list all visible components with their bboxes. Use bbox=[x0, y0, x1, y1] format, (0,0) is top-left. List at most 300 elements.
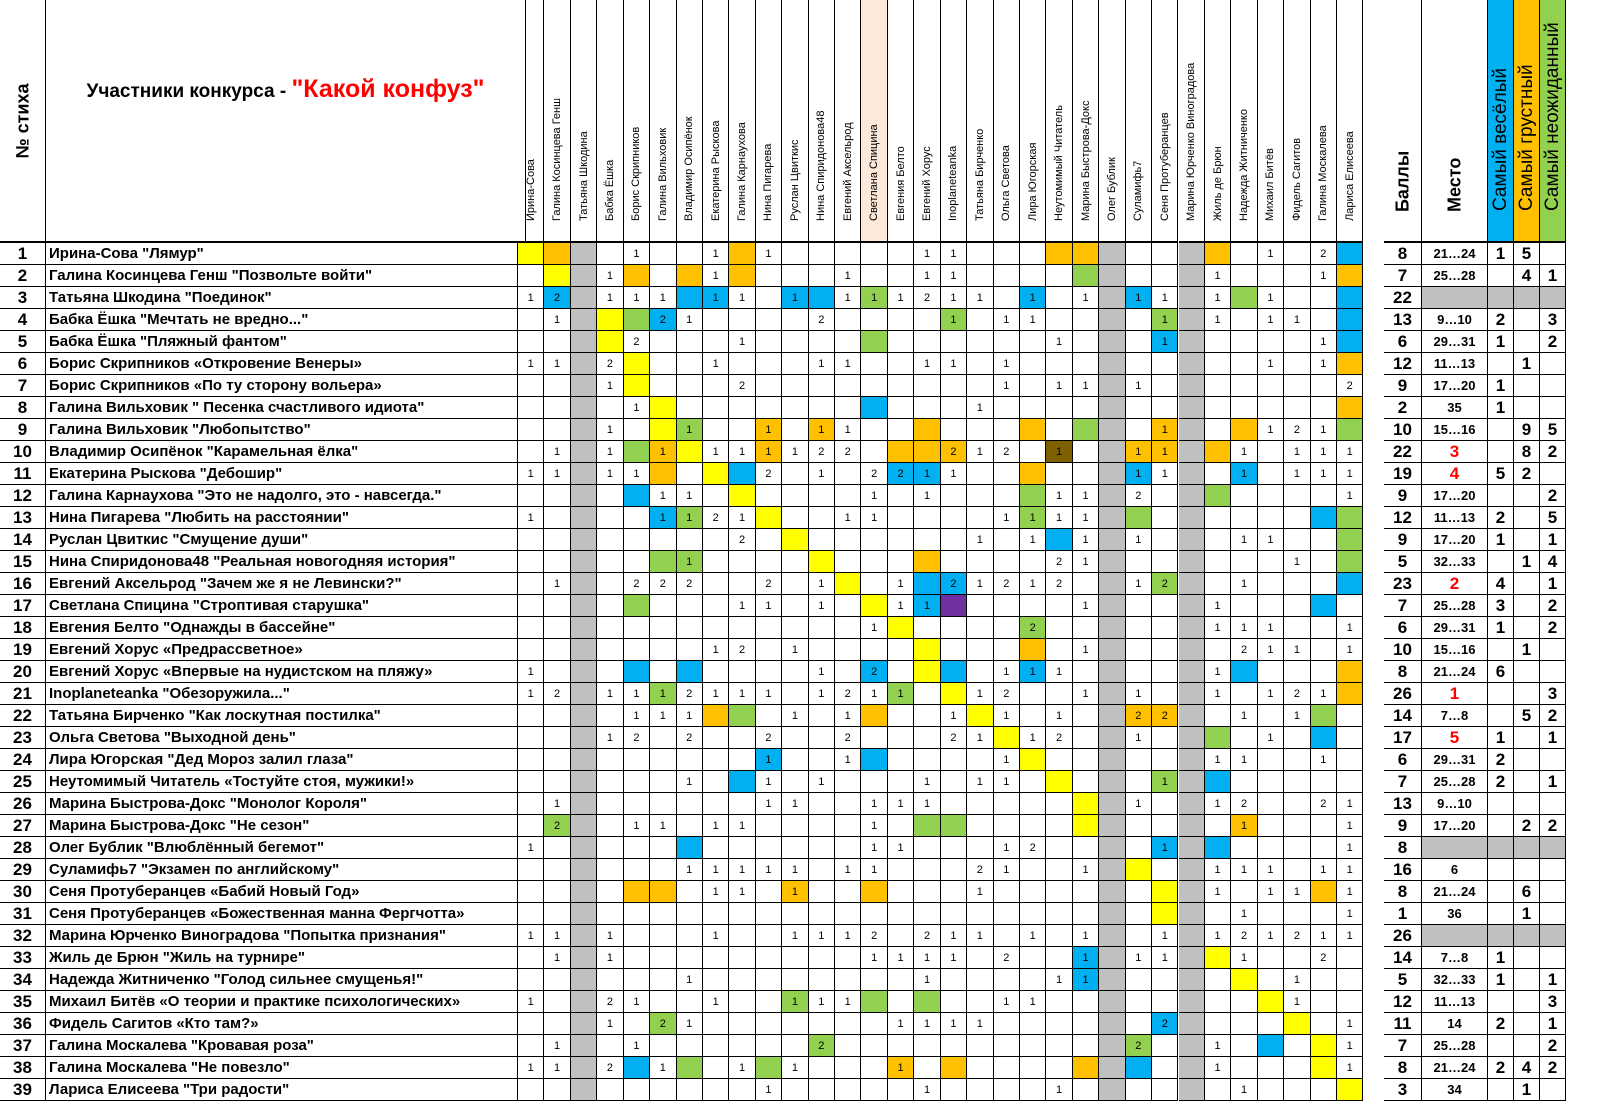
vote-cell[interactable] bbox=[1179, 353, 1205, 375]
vote-cell[interactable] bbox=[518, 947, 544, 969]
award-cell[interactable] bbox=[1514, 1013, 1540, 1035]
vote-cell[interactable] bbox=[1231, 837, 1257, 859]
vote-cell[interactable] bbox=[1179, 375, 1205, 397]
vote-cell[interactable] bbox=[967, 617, 993, 639]
award-cell[interactable] bbox=[1540, 397, 1566, 419]
vote-cell[interactable]: 1 bbox=[650, 815, 676, 837]
vote-cell[interactable]: 1 bbox=[1311, 419, 1337, 441]
vote-cell[interactable] bbox=[1311, 771, 1337, 793]
place-cell[interactable]: 1 bbox=[1422, 683, 1488, 705]
vote-cell[interactable] bbox=[1152, 243, 1178, 265]
vote-cell[interactable] bbox=[994, 1079, 1020, 1101]
vote-cell[interactable]: 1 bbox=[729, 683, 755, 705]
vote-cell[interactable]: 1 bbox=[703, 881, 729, 903]
vote-cell[interactable] bbox=[624, 595, 650, 617]
award-cell[interactable] bbox=[1514, 925, 1540, 947]
vote-cell[interactable] bbox=[967, 551, 993, 573]
vote-cell[interactable] bbox=[571, 661, 597, 683]
vote-cell[interactable] bbox=[809, 705, 835, 727]
row-number-cell[interactable]: 37 bbox=[0, 1035, 46, 1057]
vote-cell[interactable] bbox=[941, 859, 967, 881]
vote-cell[interactable]: 1 bbox=[1231, 463, 1257, 485]
vote-cell[interactable] bbox=[1046, 1013, 1072, 1035]
vote-cell[interactable]: 1 bbox=[1231, 815, 1257, 837]
award-cell[interactable] bbox=[1488, 903, 1514, 925]
vote-cell[interactable] bbox=[544, 639, 570, 661]
vote-cell[interactable] bbox=[1099, 573, 1125, 595]
vote-cell[interactable] bbox=[518, 595, 544, 617]
vote-cell[interactable] bbox=[1046, 243, 1072, 265]
vote-cell[interactable]: 1 bbox=[703, 265, 729, 287]
vote-cell[interactable] bbox=[888, 331, 914, 353]
vote-cell[interactable] bbox=[1020, 1079, 1046, 1101]
vote-cell[interactable]: 1 bbox=[1073, 947, 1099, 969]
vote-cell[interactable] bbox=[571, 1035, 597, 1057]
vote-cell[interactable] bbox=[1258, 485, 1284, 507]
vote-cell[interactable] bbox=[967, 309, 993, 331]
vote-cell[interactable]: 1 bbox=[967, 727, 993, 749]
vote-cell[interactable] bbox=[1179, 485, 1205, 507]
vote-cell[interactable] bbox=[729, 837, 755, 859]
vote-cell[interactable] bbox=[1046, 639, 1072, 661]
vote-cell[interactable] bbox=[518, 705, 544, 727]
vote-cell[interactable]: 1 bbox=[861, 859, 887, 881]
vote-cell[interactable] bbox=[1284, 529, 1310, 551]
vote-cell[interactable]: 1 bbox=[544, 925, 570, 947]
poem-title-cell[interactable]: Ирина-Сова "Лямур" bbox=[46, 243, 518, 265]
vote-cell[interactable] bbox=[967, 1057, 993, 1079]
vote-cell[interactable]: 1 bbox=[967, 397, 993, 419]
vote-cell[interactable] bbox=[624, 353, 650, 375]
vote-cell[interactable] bbox=[1205, 397, 1231, 419]
vote-cell[interactable] bbox=[861, 353, 887, 375]
vote-cell[interactable] bbox=[1152, 969, 1178, 991]
vote-cell[interactable] bbox=[729, 1079, 755, 1101]
vote-cell[interactable]: 1 bbox=[914, 793, 940, 815]
vote-cell[interactable]: 1 bbox=[914, 1079, 940, 1101]
vote-cell[interactable] bbox=[1337, 529, 1363, 551]
vote-cell[interactable] bbox=[994, 639, 1020, 661]
vote-cell[interactable]: 2 bbox=[650, 309, 676, 331]
place-cell[interactable] bbox=[1422, 287, 1488, 309]
vote-cell[interactable] bbox=[703, 1035, 729, 1057]
vote-cell[interactable] bbox=[888, 639, 914, 661]
vote-cell[interactable] bbox=[518, 1035, 544, 1057]
vote-cell[interactable] bbox=[650, 749, 676, 771]
vote-cell[interactable] bbox=[1126, 815, 1152, 837]
vote-cell[interactable] bbox=[597, 529, 623, 551]
vote-cell[interactable] bbox=[650, 397, 676, 419]
vote-cell[interactable]: 1 bbox=[1073, 925, 1099, 947]
vote-cell[interactable]: 2 bbox=[994, 683, 1020, 705]
vote-cell[interactable] bbox=[677, 881, 703, 903]
vote-cell[interactable] bbox=[1284, 771, 1310, 793]
vote-cell[interactable] bbox=[1099, 287, 1125, 309]
vote-cell[interactable] bbox=[544, 485, 570, 507]
vote-cell[interactable]: 1 bbox=[888, 573, 914, 595]
vote-cell[interactable]: 1 bbox=[1020, 507, 1046, 529]
vote-cell[interactable] bbox=[624, 1013, 650, 1035]
vote-cell[interactable] bbox=[1126, 837, 1152, 859]
vote-cell[interactable]: 2 bbox=[1046, 727, 1072, 749]
award-cell[interactable] bbox=[1488, 881, 1514, 903]
vote-cell[interactable] bbox=[544, 661, 570, 683]
vote-cell[interactable] bbox=[861, 397, 887, 419]
vote-cell[interactable] bbox=[914, 639, 940, 661]
vote-cell[interactable] bbox=[994, 419, 1020, 441]
vote-cell[interactable]: 1 bbox=[1152, 925, 1178, 947]
vote-cell[interactable] bbox=[571, 749, 597, 771]
vote-cell[interactable]: 1 bbox=[861, 683, 887, 705]
vote-cell[interactable] bbox=[1046, 309, 1072, 331]
vote-cell[interactable] bbox=[518, 749, 544, 771]
vote-cell[interactable] bbox=[1311, 903, 1337, 925]
vote-cell[interactable]: 1 bbox=[1337, 903, 1363, 925]
vote-cell[interactable] bbox=[650, 947, 676, 969]
vote-cell[interactable] bbox=[729, 463, 755, 485]
vote-cell[interactable] bbox=[782, 903, 808, 925]
vote-cell[interactable]: 1 bbox=[888, 1057, 914, 1079]
vote-cell[interactable]: 2 bbox=[624, 573, 650, 595]
vote-cell[interactable] bbox=[941, 375, 967, 397]
vote-cell[interactable]: 1 bbox=[1231, 947, 1257, 969]
vote-cell[interactable] bbox=[1205, 705, 1231, 727]
vote-cell[interactable] bbox=[1073, 617, 1099, 639]
vote-cell[interactable] bbox=[1231, 661, 1257, 683]
vote-cell[interactable] bbox=[1073, 815, 1099, 837]
vote-cell[interactable]: 2 bbox=[597, 1057, 623, 1079]
vote-cell[interactable]: 2 bbox=[544, 683, 570, 705]
vote-cell[interactable]: 1 bbox=[703, 243, 729, 265]
vote-cell[interactable] bbox=[650, 1079, 676, 1101]
vote-cell[interactable] bbox=[1126, 265, 1152, 287]
vote-cell[interactable] bbox=[941, 1079, 967, 1101]
vote-cell[interactable] bbox=[544, 265, 570, 287]
vote-cell[interactable] bbox=[624, 1079, 650, 1101]
vote-cell[interactable] bbox=[597, 485, 623, 507]
vote-cell[interactable] bbox=[677, 1057, 703, 1079]
vote-cell[interactable] bbox=[809, 397, 835, 419]
vote-cell[interactable] bbox=[782, 397, 808, 419]
vote-cell[interactable]: 1 bbox=[1231, 441, 1257, 463]
vote-cell[interactable] bbox=[861, 309, 887, 331]
vote-cell[interactable]: 1 bbox=[518, 683, 544, 705]
vote-cell[interactable]: 1 bbox=[597, 441, 623, 463]
vote-cell[interactable] bbox=[1258, 1079, 1284, 1101]
poem-title-cell[interactable]: Галина Москалева "Кровавая роза" bbox=[46, 1035, 518, 1057]
vote-cell[interactable]: 1 bbox=[1231, 617, 1257, 639]
vote-cell[interactable] bbox=[809, 749, 835, 771]
vote-cell[interactable] bbox=[1284, 287, 1310, 309]
vote-cell[interactable]: 1 bbox=[782, 287, 808, 309]
vote-cell[interactable] bbox=[782, 727, 808, 749]
vote-cell[interactable]: 1 bbox=[1205, 793, 1231, 815]
vote-cell[interactable] bbox=[518, 639, 544, 661]
vote-cell[interactable] bbox=[941, 419, 967, 441]
vote-cell[interactable]: 1 bbox=[1073, 639, 1099, 661]
vote-cell[interactable] bbox=[1152, 661, 1178, 683]
vote-cell[interactable]: 2 bbox=[597, 991, 623, 1013]
vote-cell[interactable] bbox=[1099, 309, 1125, 331]
vote-cell[interactable]: 1 bbox=[1205, 1057, 1231, 1079]
vote-cell[interactable] bbox=[1073, 397, 1099, 419]
vote-cell[interactable] bbox=[1020, 463, 1046, 485]
award-cell[interactable]: 2 bbox=[1540, 705, 1566, 727]
vote-cell[interactable]: 2 bbox=[1126, 705, 1152, 727]
vote-cell[interactable]: 1 bbox=[809, 573, 835, 595]
vote-cell[interactable] bbox=[729, 661, 755, 683]
vote-cell[interactable] bbox=[861, 595, 887, 617]
vote-cell[interactable] bbox=[809, 265, 835, 287]
vote-cell[interactable] bbox=[1311, 573, 1337, 595]
vote-cell[interactable] bbox=[703, 1079, 729, 1101]
vote-cell[interactable] bbox=[1099, 925, 1125, 947]
vote-cell[interactable]: 1 bbox=[624, 397, 650, 419]
vote-cell[interactable] bbox=[1152, 881, 1178, 903]
vote-cell[interactable] bbox=[1231, 243, 1257, 265]
vote-cell[interactable]: 1 bbox=[1126, 463, 1152, 485]
vote-cell[interactable] bbox=[544, 727, 570, 749]
vote-cell[interactable] bbox=[1284, 507, 1310, 529]
vote-cell[interactable] bbox=[518, 1079, 544, 1101]
vote-cell[interactable]: 1 bbox=[809, 419, 835, 441]
vote-cell[interactable]: 1 bbox=[1284, 441, 1310, 463]
vote-cell[interactable]: 1 bbox=[624, 463, 650, 485]
vote-cell[interactable] bbox=[941, 639, 967, 661]
vote-cell[interactable] bbox=[1311, 485, 1337, 507]
vote-cell[interactable] bbox=[624, 903, 650, 925]
vote-cell[interactable] bbox=[1126, 331, 1152, 353]
vote-cell[interactable]: 1 bbox=[597, 375, 623, 397]
vote-cell[interactable] bbox=[1205, 441, 1231, 463]
vote-cell[interactable] bbox=[1284, 331, 1310, 353]
place-cell[interactable]: 21…24 bbox=[1422, 661, 1488, 683]
score-cell[interactable]: 3 bbox=[1384, 1079, 1422, 1101]
vote-cell[interactable] bbox=[518, 375, 544, 397]
vote-cell[interactable]: 2 bbox=[1126, 485, 1152, 507]
vote-cell[interactable]: 2 bbox=[835, 441, 861, 463]
vote-cell[interactable] bbox=[703, 529, 729, 551]
row-number-cell[interactable]: 7 bbox=[0, 375, 46, 397]
vote-cell[interactable] bbox=[1179, 265, 1205, 287]
poem-title-cell[interactable]: Светлана Спицина "Строптивая старушка" bbox=[46, 595, 518, 617]
vote-cell[interactable] bbox=[756, 705, 782, 727]
vote-cell[interactable] bbox=[571, 969, 597, 991]
vote-cell[interactable] bbox=[1020, 375, 1046, 397]
vote-cell[interactable]: 1 bbox=[782, 991, 808, 1013]
award-cell[interactable]: 1 bbox=[1514, 353, 1540, 375]
vote-cell[interactable] bbox=[1020, 1035, 1046, 1057]
vote-cell[interactable] bbox=[941, 507, 967, 529]
poem-title-cell[interactable]: Надежда Житниченко "Голод сильнее смущенья!" bbox=[46, 969, 518, 991]
vote-cell[interactable] bbox=[809, 903, 835, 925]
vote-cell[interactable] bbox=[861, 771, 887, 793]
vote-cell[interactable] bbox=[1311, 617, 1337, 639]
vote-cell[interactable] bbox=[1020, 683, 1046, 705]
vote-cell[interactable] bbox=[1337, 397, 1363, 419]
vote-cell[interactable] bbox=[994, 1035, 1020, 1057]
vote-cell[interactable] bbox=[1046, 1035, 1072, 1057]
vote-cell[interactable] bbox=[1284, 903, 1310, 925]
award-cell[interactable] bbox=[1488, 837, 1514, 859]
vote-cell[interactable]: 1 bbox=[1073, 683, 1099, 705]
vote-cell[interactable]: 1 bbox=[941, 925, 967, 947]
vote-cell[interactable] bbox=[835, 595, 861, 617]
vote-cell[interactable] bbox=[677, 595, 703, 617]
vote-cell[interactable]: 1 bbox=[1311, 683, 1337, 705]
vote-cell[interactable]: 1 bbox=[888, 793, 914, 815]
vote-cell[interactable] bbox=[729, 265, 755, 287]
vote-cell[interactable] bbox=[624, 771, 650, 793]
vote-cell[interactable] bbox=[782, 353, 808, 375]
score-cell[interactable]: 19 bbox=[1384, 463, 1422, 485]
row-number-cell[interactable]: 5 bbox=[0, 331, 46, 353]
vote-cell[interactable] bbox=[1073, 837, 1099, 859]
vote-cell[interactable]: 1 bbox=[1152, 419, 1178, 441]
vote-cell[interactable] bbox=[1205, 463, 1231, 485]
vote-cell[interactable]: 1 bbox=[1258, 353, 1284, 375]
vote-cell[interactable] bbox=[1126, 1013, 1152, 1035]
vote-cell[interactable] bbox=[782, 617, 808, 639]
place-cell[interactable] bbox=[1422, 837, 1488, 859]
vote-cell[interactable]: 1 bbox=[1284, 463, 1310, 485]
vote-cell[interactable] bbox=[1126, 551, 1152, 573]
place-cell[interactable]: 7…8 bbox=[1422, 947, 1488, 969]
vote-cell[interactable] bbox=[624, 793, 650, 815]
vote-cell[interactable] bbox=[677, 463, 703, 485]
vote-cell[interactable] bbox=[888, 353, 914, 375]
vote-cell[interactable]: 1 bbox=[835, 705, 861, 727]
vote-cell[interactable] bbox=[1231, 969, 1257, 991]
vote-cell[interactable] bbox=[1205, 639, 1231, 661]
vote-cell[interactable] bbox=[1179, 463, 1205, 485]
vote-cell[interactable]: 1 bbox=[677, 705, 703, 727]
vote-cell[interactable] bbox=[571, 265, 597, 287]
vote-cell[interactable] bbox=[518, 243, 544, 265]
score-cell[interactable]: 23 bbox=[1384, 573, 1422, 595]
vote-cell[interactable] bbox=[835, 617, 861, 639]
award-cell[interactable] bbox=[1488, 265, 1514, 287]
award-cell[interactable] bbox=[1514, 617, 1540, 639]
vote-cell[interactable] bbox=[1284, 727, 1310, 749]
vote-cell[interactable] bbox=[967, 661, 993, 683]
vote-cell[interactable] bbox=[756, 309, 782, 331]
vote-cell[interactable] bbox=[967, 1079, 993, 1101]
vote-cell[interactable] bbox=[1179, 1079, 1205, 1101]
vote-cell[interactable] bbox=[1258, 771, 1284, 793]
vote-cell[interactable] bbox=[756, 837, 782, 859]
vote-cell[interactable]: 2 bbox=[861, 925, 887, 947]
vote-cell[interactable] bbox=[782, 947, 808, 969]
score-cell[interactable]: 11 bbox=[1384, 1013, 1422, 1035]
vote-cell[interactable] bbox=[677, 749, 703, 771]
score-cell[interactable]: 8 bbox=[1384, 243, 1422, 265]
vote-cell[interactable]: 1 bbox=[809, 463, 835, 485]
vote-cell[interactable] bbox=[1099, 595, 1125, 617]
vote-cell[interactable] bbox=[1337, 1079, 1363, 1101]
poem-title-cell[interactable]: Галина Москалева "Не повезло" bbox=[46, 1057, 518, 1079]
place-cell[interactable]: 14 bbox=[1422, 1013, 1488, 1035]
vote-cell[interactable]: 2 bbox=[1152, 573, 1178, 595]
vote-cell[interactable] bbox=[888, 441, 914, 463]
award-cell[interactable]: 5 bbox=[1514, 243, 1540, 265]
vote-cell[interactable]: 1 bbox=[994, 837, 1020, 859]
vote-cell[interactable]: 1 bbox=[544, 441, 570, 463]
vote-cell[interactable]: 1 bbox=[756, 1079, 782, 1101]
vote-cell[interactable] bbox=[941, 595, 967, 617]
vote-cell[interactable] bbox=[1337, 595, 1363, 617]
vote-cell[interactable]: 1 bbox=[1046, 1079, 1072, 1101]
vote-cell[interactable] bbox=[967, 837, 993, 859]
vote-cell[interactable] bbox=[677, 375, 703, 397]
vote-cell[interactable] bbox=[1073, 441, 1099, 463]
vote-cell[interactable]: 1 bbox=[1126, 793, 1152, 815]
vote-cell[interactable] bbox=[809, 551, 835, 573]
poem-title-cell[interactable]: Екатерина Рыскова "Дебошир" bbox=[46, 463, 518, 485]
vote-cell[interactable] bbox=[1179, 1035, 1205, 1057]
vote-cell[interactable] bbox=[1020, 243, 1046, 265]
vote-cell[interactable] bbox=[1179, 947, 1205, 969]
vote-cell[interactable]: 1 bbox=[597, 463, 623, 485]
vote-cell[interactable]: 1 bbox=[1337, 925, 1363, 947]
vote-cell[interactable]: 1 bbox=[729, 331, 755, 353]
vote-cell[interactable] bbox=[756, 353, 782, 375]
vote-cell[interactable] bbox=[1152, 903, 1178, 925]
vote-cell[interactable]: 1 bbox=[597, 727, 623, 749]
vote-cell[interactable] bbox=[782, 683, 808, 705]
vote-cell[interactable] bbox=[994, 815, 1020, 837]
vote-cell[interactable]: 2 bbox=[941, 573, 967, 595]
vote-cell[interactable] bbox=[1205, 573, 1231, 595]
vote-cell[interactable]: 2 bbox=[1311, 243, 1337, 265]
vote-cell[interactable]: 1 bbox=[1073, 485, 1099, 507]
award-cell[interactable]: 2 bbox=[1488, 1057, 1514, 1079]
vote-cell[interactable] bbox=[1258, 793, 1284, 815]
vote-cell[interactable] bbox=[624, 859, 650, 881]
vote-cell[interactable]: 1 bbox=[1231, 705, 1257, 727]
vote-cell[interactable] bbox=[1337, 749, 1363, 771]
vote-cell[interactable]: 1 bbox=[1020, 529, 1046, 551]
vote-cell[interactable] bbox=[914, 1057, 940, 1079]
vote-cell[interactable] bbox=[967, 419, 993, 441]
poem-title-cell[interactable]: Евгения Белто "Однажды в бассейне" bbox=[46, 617, 518, 639]
vote-cell[interactable] bbox=[914, 551, 940, 573]
vote-cell[interactable] bbox=[1179, 639, 1205, 661]
award-cell[interactable] bbox=[1514, 727, 1540, 749]
award-cell[interactable] bbox=[1488, 1035, 1514, 1057]
vote-cell[interactable] bbox=[1152, 551, 1178, 573]
vote-cell[interactable] bbox=[518, 529, 544, 551]
vote-cell[interactable] bbox=[1126, 969, 1152, 991]
vote-cell[interactable] bbox=[571, 287, 597, 309]
vote-cell[interactable]: 1 bbox=[1231, 1079, 1257, 1101]
place-cell[interactable]: 21…24 bbox=[1422, 243, 1488, 265]
vote-cell[interactable] bbox=[782, 573, 808, 595]
vote-cell[interactable]: 1 bbox=[941, 353, 967, 375]
vote-cell[interactable]: 1 bbox=[1020, 727, 1046, 749]
vote-cell[interactable]: 1 bbox=[1046, 507, 1072, 529]
vote-cell[interactable]: 1 bbox=[1337, 617, 1363, 639]
award-cell[interactable]: 8 bbox=[1514, 441, 1540, 463]
vote-cell[interactable]: 2 bbox=[1046, 551, 1072, 573]
row-number-cell[interactable]: 33 bbox=[0, 947, 46, 969]
vote-cell[interactable] bbox=[544, 705, 570, 727]
vote-cell[interactable] bbox=[1152, 991, 1178, 1013]
place-cell[interactable]: 17…20 bbox=[1422, 375, 1488, 397]
vote-cell[interactable] bbox=[1126, 419, 1152, 441]
vote-cell[interactable]: 1 bbox=[1152, 771, 1178, 793]
vote-cell[interactable]: 1 bbox=[518, 463, 544, 485]
